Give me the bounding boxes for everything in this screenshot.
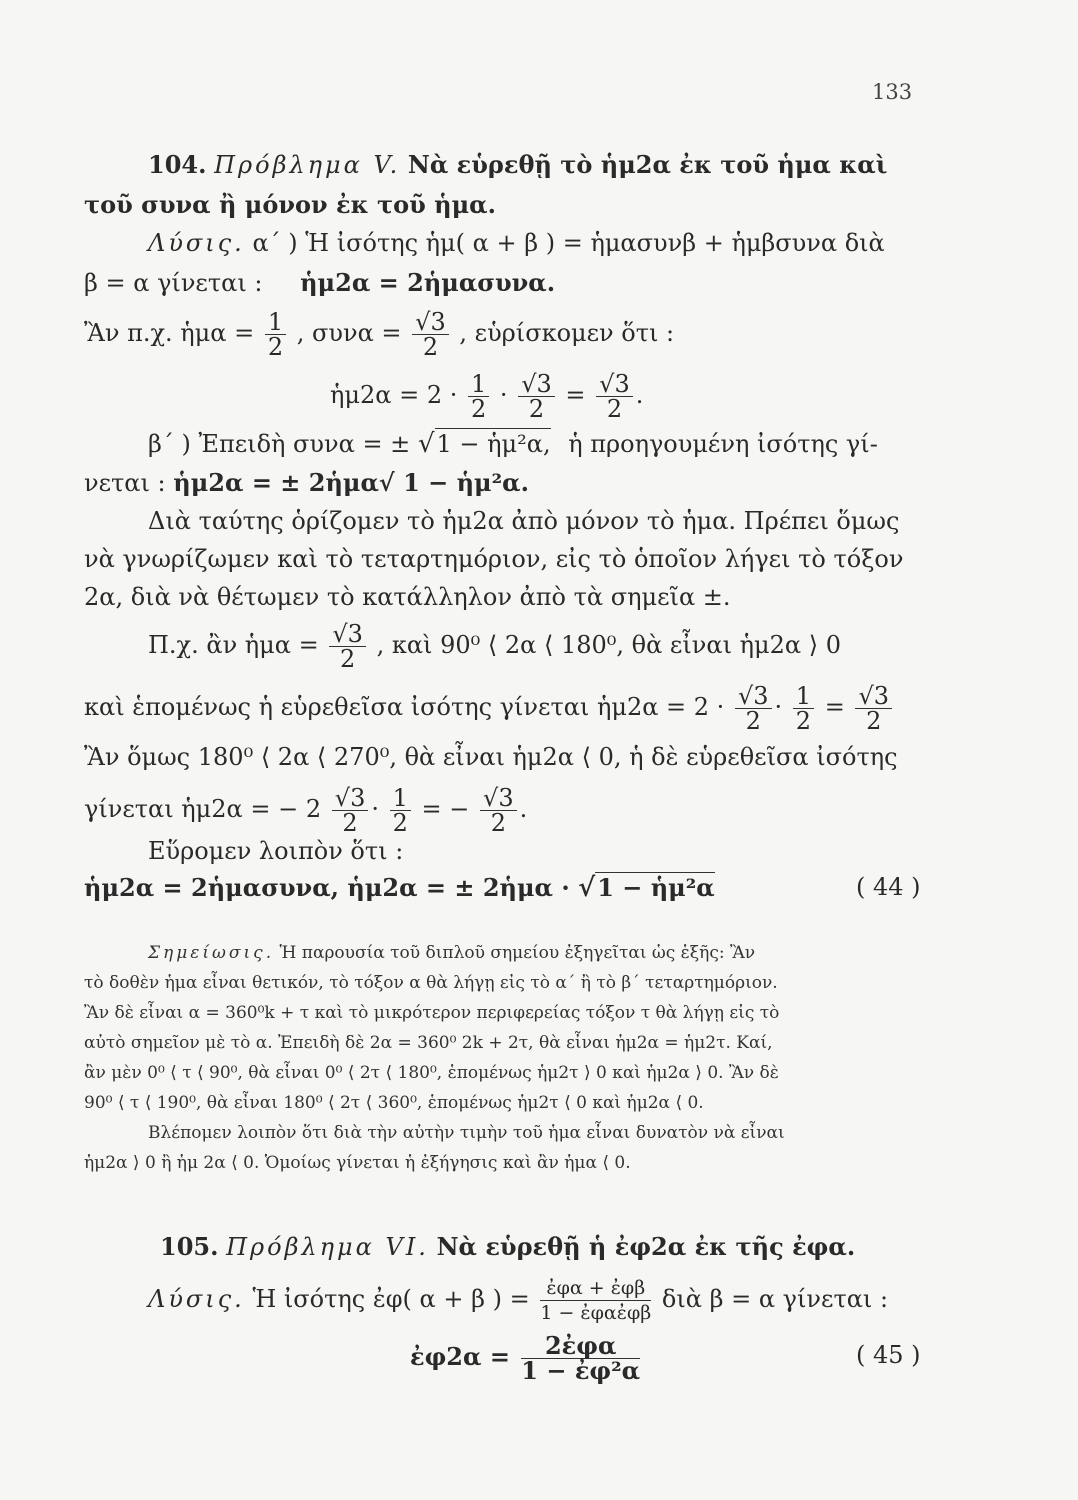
example2-line: Π.χ. ἂν ἡμα = $\frac{√3}{2}$ , καὶ 90⁰ ⟨ 2α ⟨ 180⁰, θὰ εἶναι ἡμ2α ⟩ 0 [148,620,841,673]
note-line-3: Ἂν δὲ εἶναι α = 360⁰k + τ καὶ τὸ μικρότερον περιφερείας τόξον τ θὰ λήγῃ εἰς τὸ [84,1003,780,1023]
example1-result: ἡμ2α = 2 · $\frac{1}{2}$ · $\frac{√3}{2}$ = $\frac{√3}{2}$ . [330,370,644,423]
note-line-5: ἂν μὲν 0⁰ ⟨ τ ⟨ 90⁰, θὰ εἶναι 0⁰ ⟨ 2τ ⟨ 180⁰, ἑπομένως ἡμ2τ ⟩ 0 καὶ ἡμ2α ⟩ 0. Ἂν δὲ [84,1063,779,1083]
note-line-8: ἡμ2α ⟩ 0 ἢ ἡμ 2α ⟨ 0. Ὁμοίως γίνεται ἡ ἐξήγησις καὶ ἂν ἡμα ⟨ 0. [84,1153,631,1173]
found-line: Εὕρομεν λοιπὸν ὅτι : [148,837,404,865]
page-number: 133 [872,80,913,104]
problem-105-solution: Λύσις. Ἡ ἰσότης ἐφ( α + β ) = $\frac{\text{ἐφα + ἐφβ}}{\text{1 − ἐφαἐφβ}}$ διὰ β = α γίνεται : [148,1277,889,1324]
example1-post: , εὑρίσκομεν ὅτι : [459,319,675,347]
problem-105-number: 105. [160,1232,219,1261]
problem-105-label: Πρόβλημα VI. [226,1233,429,1261]
paragraph-line-2: νὰ γνωρίζωμεν καὶ τὸ τεταρτημόριον, εἰς τὸ ὁποῖον λήγει τὸ τόξον [84,545,904,573]
problem-104-heading [148,150,887,180]
paragraph-line-1: Διὰ ταύτης ὁρίζομεν τὸ ἡμ2α ἀπὸ μόνον τὸ ἡμα. Πρέπει ὅμως [148,507,900,535]
example1-pre: Ἂν π.χ. ἡμα = [84,319,255,347]
problem-104-number: 104. [148,150,207,179]
solution-label: Λύσις. [148,229,245,257]
paragraph-line-3: 2α, διὰ νὰ θέτωμεν τὸ κατάλληλον ἀπὸ τὰ σημεῖα ±. [84,583,731,611]
note-line-1: Σημείωσις. Ἡ παρουσία τοῦ διπλοῦ σημείου ἐξηγεῖται ὡς ἑξῆς: Ἂν [148,943,756,963]
note-label: Σημείωσις. [148,943,275,963]
example1-mid: , συνα = [296,319,402,347]
example4-line: Ἂν ὅμως 180⁰ ⟨ 2α ⟨ 270⁰, θὰ εἶναι ἡμ2α ⟨ 0, ἡ δὲ εὑρεθεῖσα ἰσότης [84,743,898,771]
equation-number-45: ( 45 ) [856,1341,921,1369]
example5-line: γίνεται ἡμ2α = − 2 $\frac{√3}{2}$ · $\frac{1}{2}$ = − $\frac{√3}{2}$ . [84,784,528,837]
fraction-one-half: $\frac{1}{2}$ [265,310,286,359]
solution-a-line [148,228,885,258]
equation-number-44: ( 44 ) [856,873,921,901]
note-line-2: τὸ δοθὲν ἡμα εἶναι θετικόν, τὸ τόξον α θὰ λήγῃ εἰς τὸ α΄ ἢ τὸ β΄ τεταρτημόριον. [84,973,778,993]
problem-105-heading [160,1232,855,1262]
note-line-4: αὐτὸ σημεῖον μὲ τὸ α. Ἐπειδὴ δὲ 2α = 360⁰ 2k + 2τ, θὰ εἶναι ἡμ2α = ἡμ2τ. Καί, [84,1033,773,1053]
note-line-7: Βλέπομεν λοιπὸν ὅτι διὰ τὴν αὐτὴν τιμὴν τοῦ ἡμα εἶναι δυνατὸν νὰ εἶναι [148,1123,785,1143]
formula-45: ἐφ2α = $\frac{\text{2ἐφα}}{\text{1 − ἐφ²α}}$ [410,1331,641,1385]
formula-44: ἡμ2α = 2ἡμασυνα, ἡμ2α = ± 2ἡμα · √1 − ἡμ²α [84,873,715,903]
solution-a-line2-text: β = α γίνεται : [84,269,263,297]
example1-line [84,310,674,359]
example3-line: καὶ ἑπομένως ἡ εὑρεθεῖσα ἰσότης γίνεται ἡμ2α = 2 · $\frac{√3}{2}$ · $\frac{1}{2}$ = $\frac{√3}{2}$ [84,684,895,733]
note-line-6: 90⁰ ⟨ τ ⟨ 190⁰, θὰ εἶναι 180⁰ ⟨ 2τ ⟨ 360⁰, ἑπομένως ἡμ2τ ⟨ 0 καὶ ἡμ2α ⟨ 0. [84,1093,704,1113]
solution-b-line: β΄ ) Ἐπειδὴ συνα = ± √1 − ἡμ²α, ἡ προηγουμένη ἰσότης γί- [148,429,878,459]
problem-105-title: Νὰ εὑρεθῇ ἡ ἐφ2α ἐκ τῆς ἐφα. [436,1232,856,1261]
problem-104-title: Νὰ εὑρεθῇ τὸ ἡμ2α ἐκ τοῦ ἡμα καὶ [407,150,888,179]
solution-a-text: α΄ ) Ἡ ἰσότης ἡμ( α + β ) = ἡμασυνβ + ἡμβσυνα διὰ [252,229,885,257]
problem-104-label: Πρόβλημα V. [214,151,401,179]
solution-a-line2 [84,268,555,298]
formula-sin2a: ἡμ2α = 2ἡμασυνα. [300,268,556,297]
problem-104-title-cont: τοῦ συνα ἢ μόνον ἐκ τοῦ ἡμα. [84,190,496,219]
fraction-root3-half: $\frac{√3}{2}$ [412,310,449,359]
formula-sin2a-sqrt: ἡμ2α = ± 2ἡμα√ 1 − ἡμ²α. [173,468,529,497]
solution-b-line2: νεται : ἡμ2α = ± 2ἡμα√ 1 − ἡμ²α. [84,468,529,497]
